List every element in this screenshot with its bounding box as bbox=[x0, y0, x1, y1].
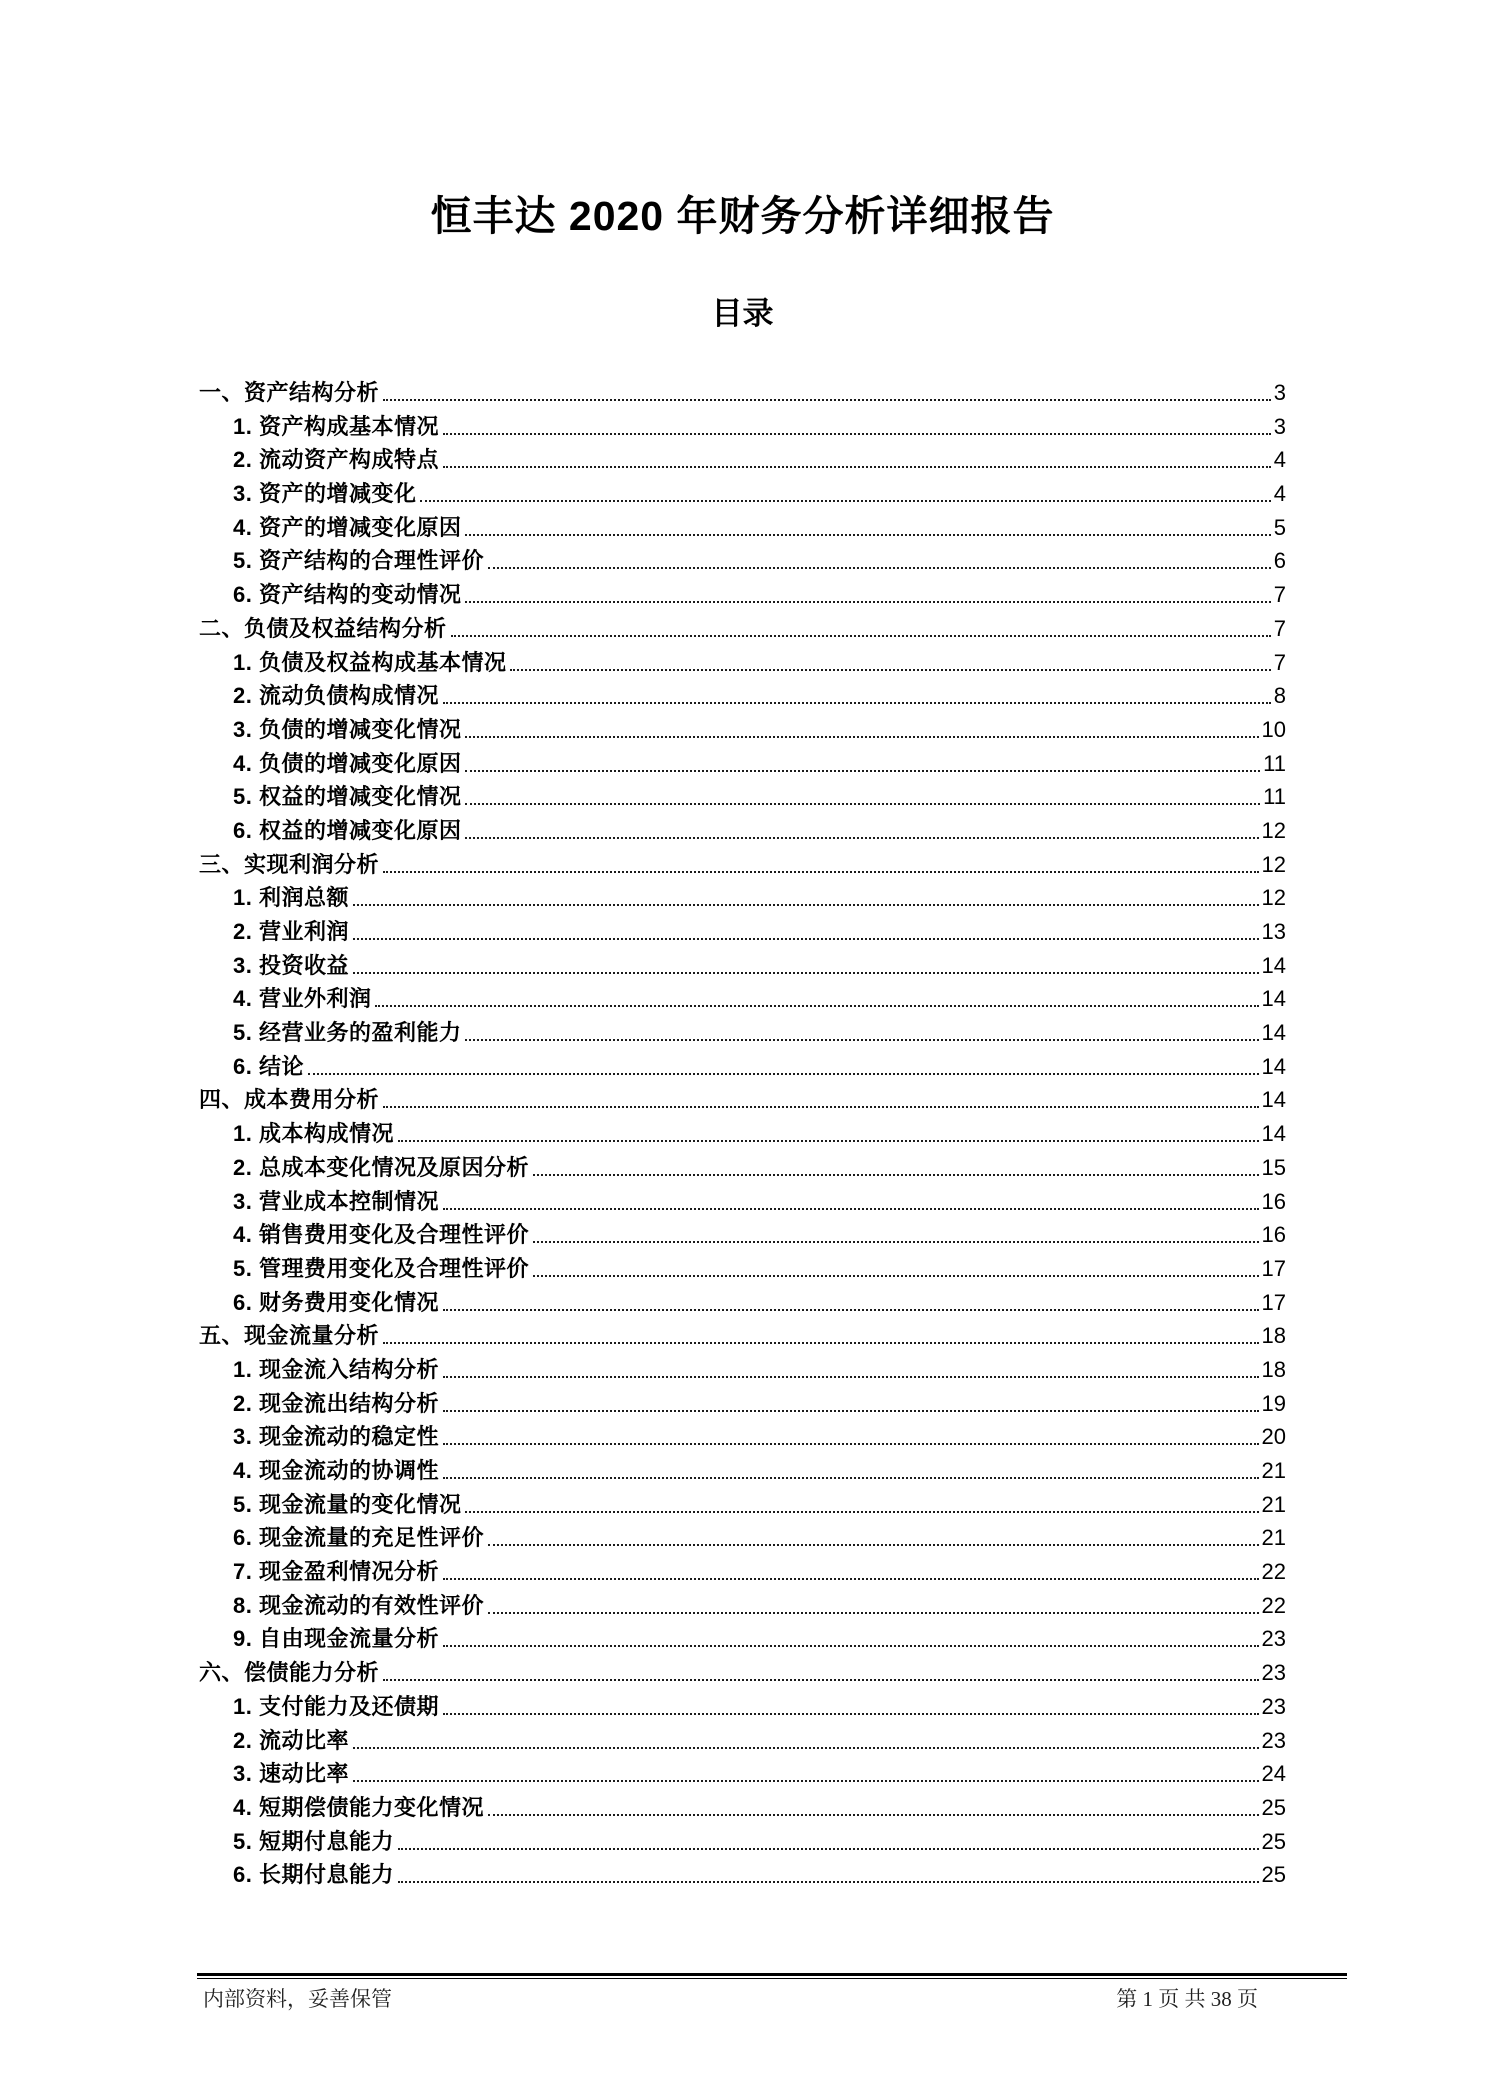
toc-dot-leader bbox=[308, 1050, 1259, 1075]
toc-dot-leader bbox=[398, 1858, 1259, 1883]
toc-entry-page: 7 bbox=[1273, 582, 1286, 608]
toc-dot-leader bbox=[465, 713, 1258, 738]
toc-entry-page: 23 bbox=[1261, 1693, 1286, 1719]
toc-dot-leader bbox=[353, 881, 1259, 906]
toc-entry-label: 1. 现金流入结构分析 bbox=[233, 1356, 439, 1382]
toc-entry[interactable] bbox=[199, 511, 1286, 545]
toc-entry-label: 6. 结论 bbox=[233, 1053, 304, 1079]
toc-entry-page: 18 bbox=[1261, 1356, 1286, 1382]
toc-dot-leader bbox=[443, 1690, 1259, 1715]
toc-dot-leader bbox=[353, 1724, 1259, 1749]
toc-entry[interactable] bbox=[199, 1555, 1286, 1589]
toc-entry-label: 五、现金流量分析 bbox=[199, 1323, 380, 1349]
toc-entry-page: 25 bbox=[1261, 1828, 1286, 1854]
toc-entry[interactable] bbox=[199, 477, 1286, 511]
toc-dot-leader bbox=[383, 848, 1259, 873]
toc-entry[interactable] bbox=[199, 814, 1286, 848]
toc-entry-label: 3. 投资收益 bbox=[233, 952, 349, 978]
toc-entry-page: 4 bbox=[1273, 481, 1286, 507]
toc-entry-page: 23 bbox=[1261, 1727, 1286, 1753]
toc-entry-label: 3. 现金流动的稳定性 bbox=[233, 1424, 439, 1450]
toc-entry-label: 三、实现利润分析 bbox=[199, 851, 380, 877]
toc-dot-leader bbox=[443, 1286, 1259, 1311]
toc-entry-label: 6. 权益的增减变化原因 bbox=[233, 817, 462, 843]
toc-entry[interactable] bbox=[199, 1353, 1286, 1387]
toc-entry-page: 6 bbox=[1273, 548, 1286, 574]
toc-entry-label: 2. 流动比率 bbox=[233, 1727, 349, 1753]
toc-entry-page: 14 bbox=[1261, 952, 1286, 978]
toc-dot-leader bbox=[443, 1454, 1259, 1479]
toc-entry-label: 1. 成本构成情况 bbox=[233, 1121, 394, 1147]
toc-entry-label: 4. 短期偿债能力变化情况 bbox=[233, 1794, 484, 1820]
toc-entry[interactable] bbox=[199, 410, 1286, 444]
toc-dot-leader bbox=[383, 1656, 1259, 1681]
toc-dot-leader bbox=[353, 949, 1259, 974]
toc-entry-page: 7 bbox=[1273, 649, 1286, 675]
toc-entry-page: 7 bbox=[1273, 615, 1286, 641]
toc-entry-page: 21 bbox=[1261, 1525, 1286, 1551]
toc-dot-leader bbox=[398, 1825, 1259, 1850]
toc-entry[interactable] bbox=[199, 1050, 1286, 1084]
toc-entry[interactable] bbox=[199, 1521, 1286, 1555]
toc-entry-label: 5. 资产结构的合理性评价 bbox=[233, 548, 484, 574]
toc-dot-leader bbox=[488, 1791, 1259, 1816]
toc-entry[interactable] bbox=[199, 1622, 1286, 1656]
toc-entry-page: 23 bbox=[1261, 1660, 1286, 1686]
toc-entry-label: 1. 负债及权益构成基本情况 bbox=[233, 649, 507, 675]
toc-entry[interactable] bbox=[199, 612, 1286, 646]
toc-dot-leader bbox=[398, 1117, 1259, 1142]
toc-entry-page: 14 bbox=[1261, 1020, 1286, 1046]
toc-entry-page: 20 bbox=[1261, 1424, 1286, 1450]
toc-entry-page: 15 bbox=[1261, 1154, 1286, 1180]
toc-dot-leader bbox=[353, 1757, 1259, 1782]
toc-entry-label: 4. 营业外利润 bbox=[233, 986, 372, 1012]
toc-entry-page: 14 bbox=[1261, 1121, 1286, 1147]
toc-entry-label: 8. 现金流动的有效性评价 bbox=[233, 1592, 484, 1618]
toc-dot-leader bbox=[451, 612, 1271, 637]
toc-dot-leader bbox=[465, 1016, 1258, 1041]
toc-dot-leader bbox=[443, 1622, 1259, 1647]
toc-entry-page: 4 bbox=[1273, 447, 1286, 473]
toc-entry[interactable] bbox=[199, 1656, 1286, 1690]
toc-entry-page: 21 bbox=[1261, 1491, 1286, 1517]
toc-entry-label: 1. 支付能力及还债期 bbox=[233, 1693, 439, 1719]
toc-entry-page: 11 bbox=[1263, 784, 1286, 810]
toc-dot-leader bbox=[383, 376, 1271, 401]
toc-entry-label: 1. 利润总额 bbox=[233, 885, 349, 911]
toc-entry-label: 6. 长期付息能力 bbox=[233, 1862, 394, 1888]
toc-dot-leader bbox=[465, 814, 1258, 839]
toc-entry[interactable] bbox=[199, 1252, 1286, 1286]
toc-entry-label: 2. 流动资产构成特点 bbox=[233, 447, 439, 473]
toc-entry-label: 5. 经营业务的盈利能力 bbox=[233, 1020, 462, 1046]
toc-entry[interactable] bbox=[199, 1218, 1286, 1252]
toc-entry-label: 2. 营业利润 bbox=[233, 919, 349, 944]
toc-entry-label: 9. 自由现金流量分析 bbox=[233, 1626, 439, 1652]
toc-dot-leader bbox=[488, 1521, 1259, 1546]
toc-entry[interactable] bbox=[199, 713, 1286, 747]
toc-entry-label: 5. 权益的增减变化情况 bbox=[233, 784, 462, 810]
toc-entry-page: 8 bbox=[1273, 683, 1286, 709]
toc-entry-page: 14 bbox=[1261, 986, 1286, 1012]
toc-entry-page: 3 bbox=[1273, 413, 1286, 439]
toc-entry-label: 2. 流动负债构成情况 bbox=[233, 683, 439, 709]
toc-dot-leader bbox=[443, 1353, 1259, 1378]
footer-left-text: 内部资料，妥善保管 bbox=[203, 1987, 392, 2011]
toc-entry-label: 6. 现金流量的充足性评价 bbox=[233, 1525, 484, 1551]
toc-entry[interactable] bbox=[199, 1286, 1286, 1320]
toc-entry-label: 3. 速动比率 bbox=[233, 1761, 349, 1787]
toc-entry[interactable] bbox=[199, 578, 1286, 612]
toc-entry-label: 4. 销售费用变化及合理性评价 bbox=[233, 1222, 529, 1248]
toc-entry[interactable] bbox=[199, 848, 1286, 882]
toc-entry-page: 24 bbox=[1261, 1761, 1286, 1787]
toc-entry[interactable] bbox=[199, 1083, 1286, 1117]
toc-dot-leader bbox=[533, 1151, 1259, 1176]
toc-entry[interactable] bbox=[199, 443, 1286, 477]
toc-entry[interactable] bbox=[199, 982, 1286, 1016]
toc-entry-label: 2. 现金流出结构分析 bbox=[233, 1390, 439, 1416]
toc-entry-page: 25 bbox=[1261, 1794, 1286, 1820]
toc-entry[interactable] bbox=[199, 1387, 1286, 1421]
toc-entry-page: 12 bbox=[1261, 851, 1286, 877]
toc-dot-leader bbox=[383, 1319, 1259, 1344]
toc-entry-page: 17 bbox=[1261, 1289, 1286, 1315]
toc-dot-leader bbox=[420, 477, 1270, 502]
toc-dot-leader bbox=[465, 578, 1270, 603]
toc-entry-label: 3. 负债的增减变化情况 bbox=[233, 716, 462, 742]
toc-entry-page: 17 bbox=[1261, 1255, 1286, 1281]
toc-entry-label: 1. 资产构成基本情况 bbox=[233, 413, 439, 439]
toc-entry[interactable] bbox=[199, 780, 1286, 814]
toc-dot-leader bbox=[443, 410, 1271, 435]
toc-dot-leader bbox=[443, 443, 1271, 468]
toc-entry-page: 3 bbox=[1273, 380, 1286, 405]
toc-entry-label: 3. 营业成本控制情况 bbox=[233, 1188, 439, 1214]
toc-entry[interactable] bbox=[199, 1488, 1286, 1522]
toc-entry-label: 一、资产结构分析 bbox=[199, 380, 380, 405]
toc-dot-leader bbox=[383, 1083, 1259, 1108]
toc-entry[interactable] bbox=[199, 949, 1286, 983]
toc-entry-page: 16 bbox=[1261, 1188, 1286, 1214]
toc-dot-leader bbox=[533, 1218, 1259, 1243]
toc-entry-label: 5. 管理费用变化及合理性评价 bbox=[233, 1255, 529, 1281]
document-title: 恒丰达 2020 年财务分析详细报告 bbox=[430, 193, 1055, 239]
toc-entry-page: 10 bbox=[1261, 716, 1286, 742]
toc-entry-page: 21 bbox=[1261, 1458, 1286, 1483]
toc-entry[interactable] bbox=[199, 1319, 1286, 1353]
footer-right-text: 第 1 页 共 38 页 bbox=[1116, 1987, 1258, 2011]
toc-entry-page: 22 bbox=[1261, 1592, 1286, 1618]
toc-entry[interactable] bbox=[199, 1825, 1286, 1859]
toc-dot-leader bbox=[533, 1252, 1259, 1277]
toc-entry-label: 4. 负债的增减变化原因 bbox=[233, 750, 462, 776]
toc-dot-leader bbox=[465, 747, 1260, 772]
toc-entry-label: 4. 现金流动的协调性 bbox=[233, 1458, 439, 1483]
toc-dot-leader bbox=[375, 982, 1258, 1007]
toc-entry-label: 四、成本费用分析 bbox=[199, 1087, 380, 1113]
toc-dot-leader bbox=[443, 1185, 1259, 1210]
toc-entry-page: 22 bbox=[1261, 1559, 1286, 1585]
toc-dot-leader bbox=[488, 1589, 1259, 1614]
toc-entry-page: 16 bbox=[1261, 1222, 1286, 1248]
toc-entry-label: 2. 总成本变化情况及原因分析 bbox=[233, 1154, 529, 1180]
toc-entry[interactable] bbox=[199, 1791, 1286, 1825]
toc-entry-page: 18 bbox=[1261, 1323, 1286, 1349]
toc-entry-label: 5. 现金流量的变化情况 bbox=[233, 1491, 462, 1517]
toc-entry[interactable] bbox=[199, 1016, 1286, 1050]
toc-entry[interactable] bbox=[199, 915, 1286, 949]
toc-entry-page: 23 bbox=[1261, 1626, 1286, 1652]
toc-entry-label: 7. 现金盈利情况分析 bbox=[233, 1559, 439, 1585]
toc-entry[interactable] bbox=[199, 1858, 1286, 1892]
toc-entry[interactable] bbox=[199, 1151, 1286, 1185]
toc-entry[interactable] bbox=[199, 544, 1286, 578]
toc-entry-page: 12 bbox=[1261, 817, 1286, 843]
toc-entry-label: 二、负债及权益结构分析 bbox=[199, 615, 447, 641]
toc-heading: 目录 bbox=[711, 296, 774, 331]
toc-entry-label: 六、偿债能力分析 bbox=[199, 1660, 380, 1686]
toc-entry-page: 14 bbox=[1261, 1053, 1286, 1079]
toc-dot-leader bbox=[443, 679, 1271, 704]
toc-entry[interactable] bbox=[199, 1690, 1286, 1724]
footer-divider bbox=[197, 1973, 1347, 1979]
toc-entry[interactable] bbox=[199, 1420, 1286, 1454]
toc-entry-page: 5 bbox=[1273, 514, 1286, 540]
toc-entry-label: 4. 资产的增减变化原因 bbox=[233, 514, 462, 540]
toc-entry-page: 19 bbox=[1261, 1390, 1286, 1416]
toc-entry[interactable] bbox=[199, 1117, 1286, 1151]
toc-entry[interactable] bbox=[199, 646, 1286, 680]
toc-entry-label: 6. 财务费用变化情况 bbox=[233, 1289, 439, 1315]
toc-dot-leader bbox=[510, 646, 1270, 671]
toc-entry[interactable] bbox=[199, 1757, 1286, 1791]
toc-dot-leader bbox=[465, 511, 1270, 536]
toc-dot-leader bbox=[488, 544, 1271, 569]
toc-entry-label: 6. 资产结构的变动情况 bbox=[233, 582, 462, 608]
toc-dot-leader bbox=[465, 1488, 1258, 1513]
toc-entry[interactable] bbox=[199, 881, 1286, 915]
toc-entry-page: 25 bbox=[1261, 1862, 1286, 1888]
toc-entry[interactable] bbox=[199, 376, 1286, 410]
toc bbox=[199, 376, 1286, 1892]
toc-entry[interactable] bbox=[199, 1724, 1286, 1758]
toc-entry[interactable] bbox=[199, 1185, 1286, 1219]
toc-dot-leader bbox=[443, 1387, 1259, 1412]
toc-entry-page: 11 bbox=[1263, 750, 1286, 776]
toc-dot-leader bbox=[353, 915, 1259, 940]
toc-entry[interactable] bbox=[199, 1589, 1286, 1623]
toc-entry[interactable] bbox=[199, 1454, 1286, 1488]
toc-entry-label: 5. 短期付息能力 bbox=[233, 1828, 394, 1854]
toc-dot-leader bbox=[443, 1420, 1259, 1445]
toc-dot-leader bbox=[443, 1555, 1259, 1580]
toc-entry-page: 12 bbox=[1261, 885, 1286, 911]
toc-entry-page: 14 bbox=[1261, 1087, 1286, 1113]
page-footer bbox=[203, 1984, 1258, 2014]
toc-dot-leader bbox=[465, 780, 1260, 805]
toc-entry[interactable] bbox=[199, 747, 1286, 781]
toc-entry-page: 13 bbox=[1261, 919, 1286, 944]
toc-entry-label: 3. 资产的增减变化 bbox=[233, 481, 417, 507]
toc-entry[interactable] bbox=[199, 679, 1286, 713]
